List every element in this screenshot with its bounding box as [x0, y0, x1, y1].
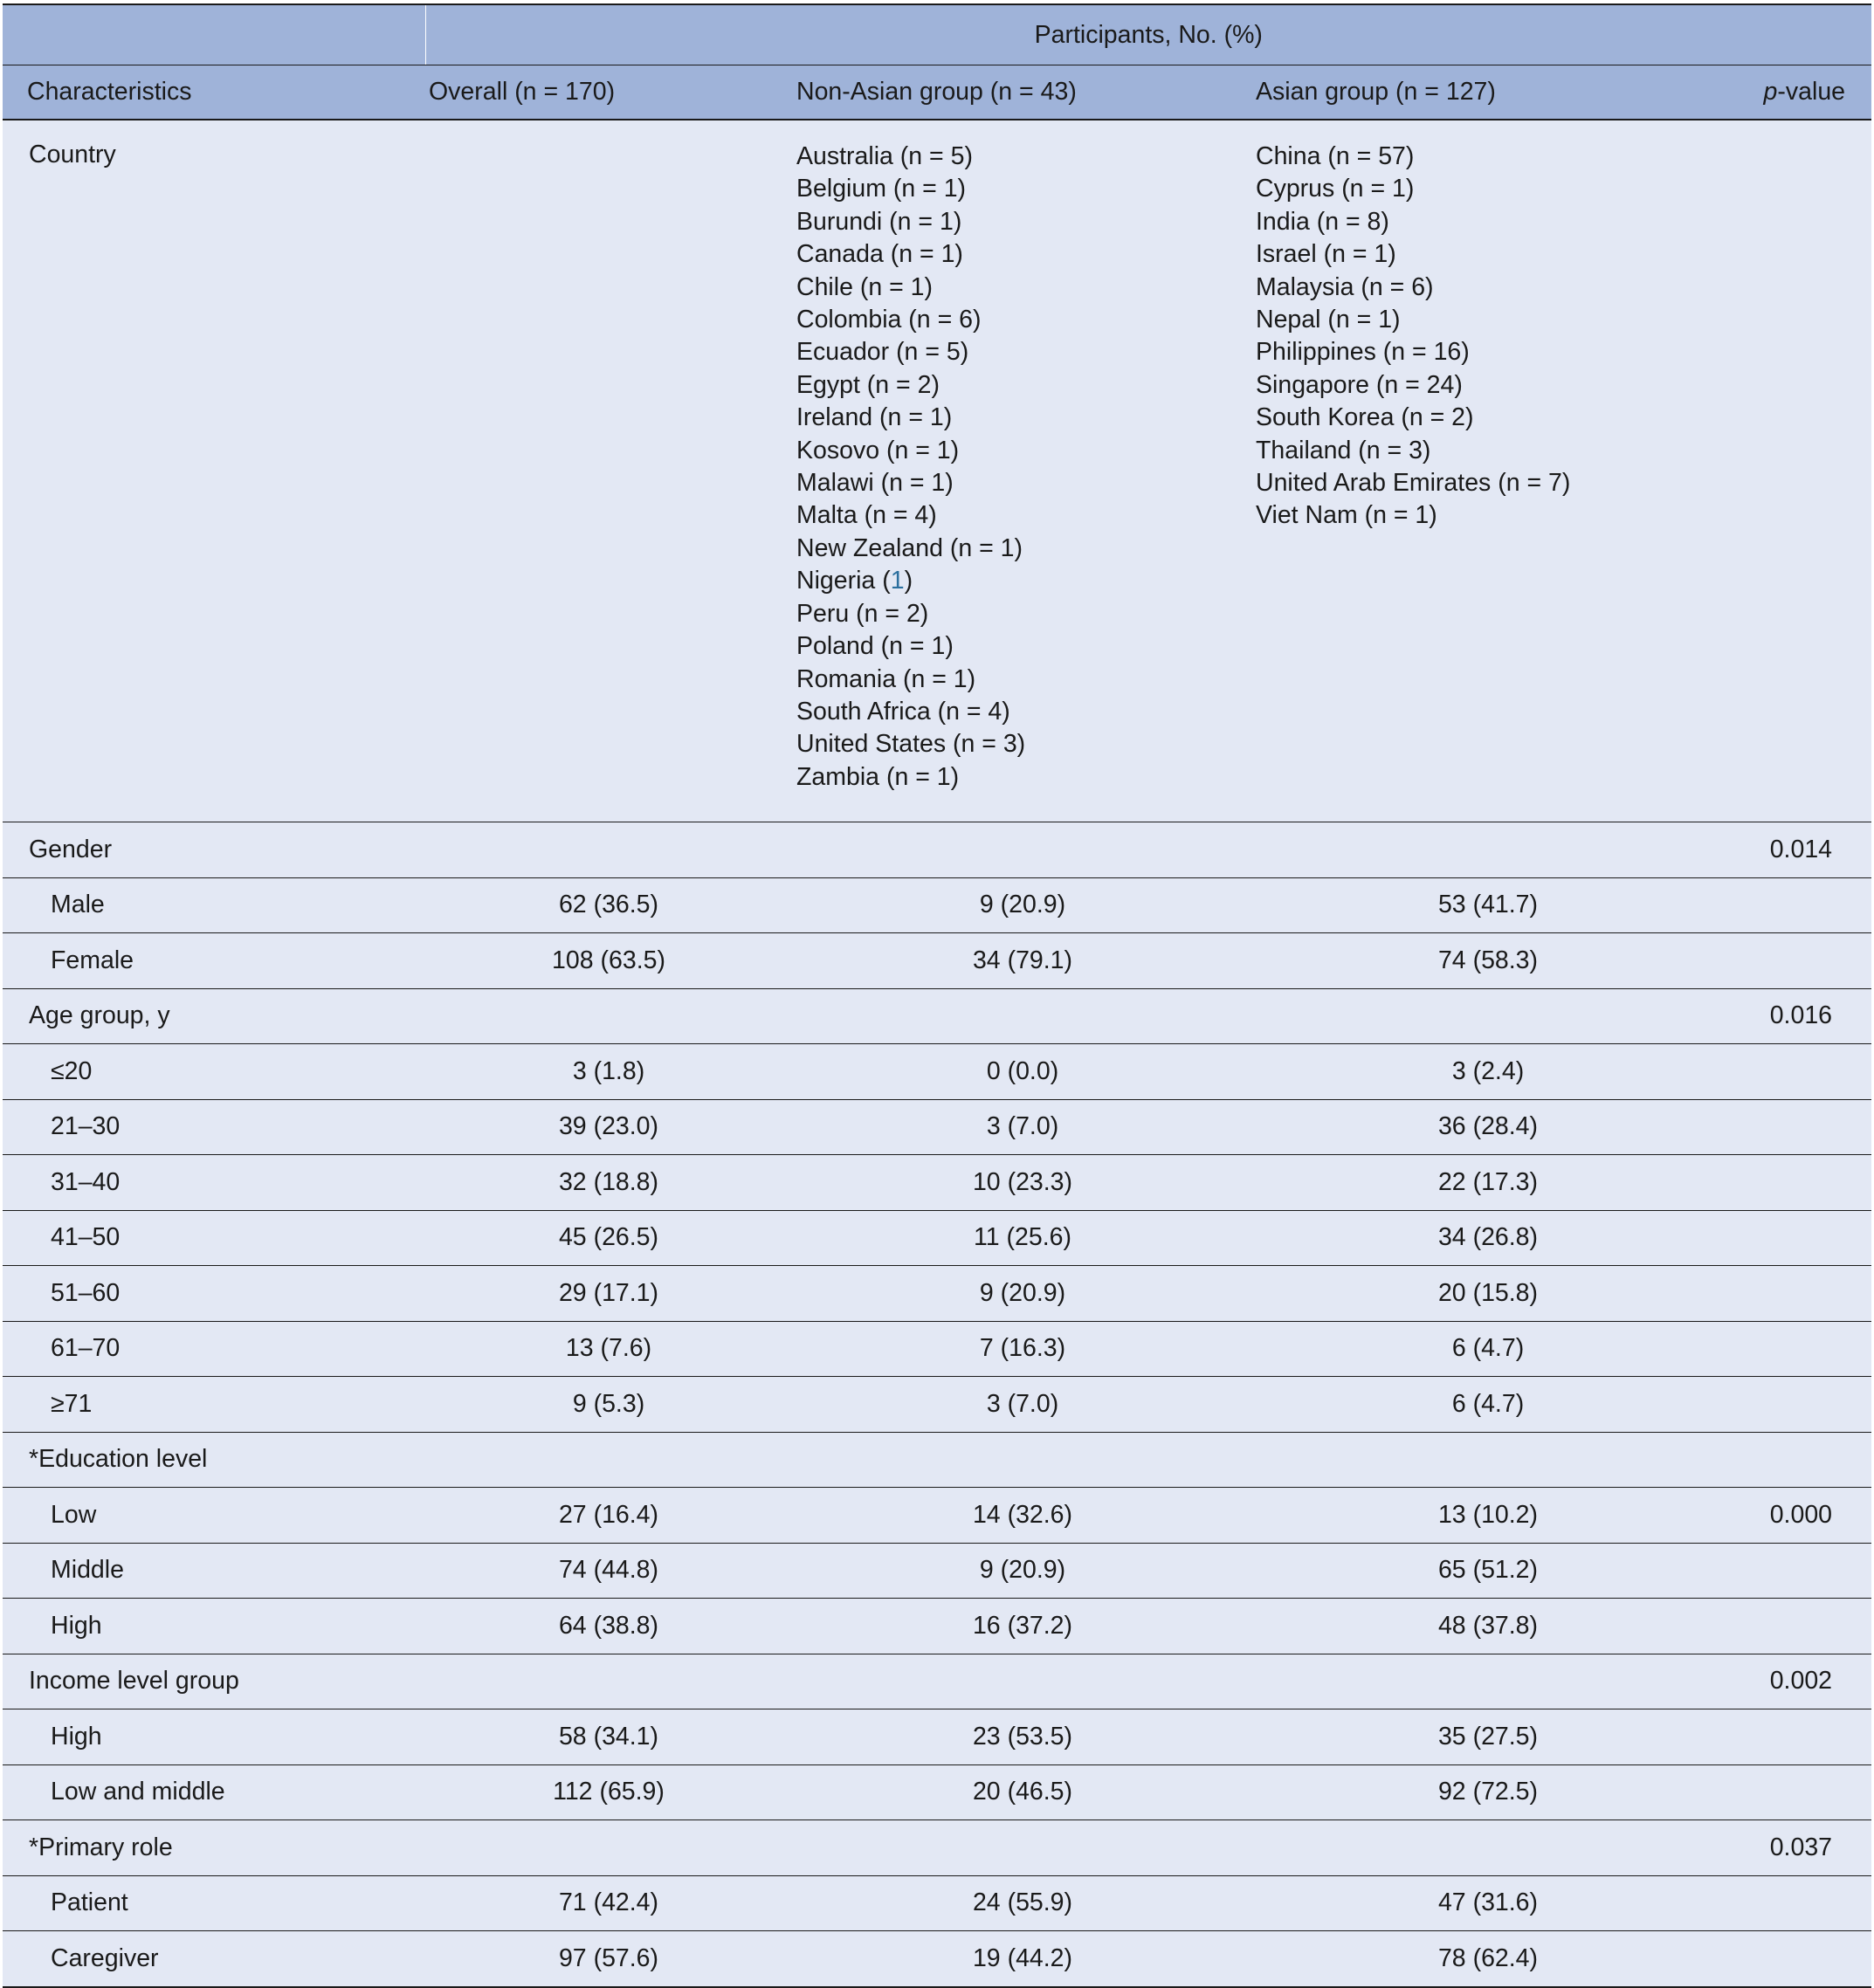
header-row-span — [3, 4, 1871, 65]
table-row — [3, 1377, 1871, 1433]
cell-pvalue — [1723, 1044, 1871, 1100]
row-label: 31–40 — [3, 1155, 425, 1211]
group-row — [3, 1654, 1871, 1709]
table-row — [3, 1875, 1871, 1931]
cell-asian: 3 (2.4) — [1253, 1044, 1723, 1100]
cell-pvalue — [1723, 1931, 1871, 1987]
row-label: Age group, y — [3, 988, 425, 1044]
non-asian-country-list — [792, 120, 1253, 794]
cell-pvalue: 0.000 — [1723, 1488, 1871, 1544]
non-asian-country-item — [796, 565, 1253, 597]
cell-non-asian: 24 (55.9) — [792, 1875, 1253, 1931]
table-row — [3, 1764, 1871, 1820]
cell-pvalue — [1723, 1266, 1871, 1322]
cell-asian — [1253, 1432, 1723, 1488]
cell-non-asian: 0 (0.0) — [792, 1044, 1253, 1100]
cell-overall: 108 (63.5) — [425, 933, 792, 989]
row-label: ≤20 — [3, 1044, 425, 1100]
group-row — [3, 1432, 1871, 1488]
non-asian-country-item: Australia (n = 5) — [796, 142, 973, 170]
table-row — [3, 877, 1871, 933]
cell-asian: 36 (28.4) — [1253, 1099, 1723, 1155]
cell-asian: 6 (4.7) — [1253, 1321, 1723, 1377]
cell-non-asian: 19 (44.2) — [792, 1931, 1253, 1987]
non-asian-country-item: Burundi (n = 1) — [796, 207, 962, 236]
header-empty-cell — [3, 4, 425, 65]
row-label: *Education level — [3, 1432, 425, 1488]
non-asian-country-item: Malawi (n = 1) — [796, 469, 954, 498]
cell-non-asian: 20 (46.5) — [792, 1764, 1253, 1820]
country-label: Country — [3, 120, 425, 822]
cell-pvalue: 0.016 — [1723, 988, 1871, 1044]
non-asian-country-item: Ecuador (n = 5) — [796, 338, 969, 367]
cell-overall: 27 (16.4) — [425, 1488, 792, 1544]
table-header — [3, 4, 1871, 120]
cell-asian: 35 (27.5) — [1253, 1709, 1723, 1765]
cell-asian — [1253, 822, 1723, 878]
cell-pvalue — [1723, 1210, 1871, 1266]
row-label: 51–60 — [3, 1266, 425, 1322]
table-row — [3, 1543, 1871, 1599]
non-asian-country-item: United States (n = 3) — [796, 730, 1026, 759]
cell-asian: 47 (31.6) — [1253, 1875, 1723, 1931]
row-label: ≥71 — [3, 1377, 425, 1433]
cell-pvalue — [1723, 1875, 1871, 1931]
cell-asian: 78 (62.4) — [1253, 1931, 1723, 1987]
country-row — [3, 120, 1871, 822]
row-label: Patient — [3, 1875, 425, 1931]
row-label: Male — [3, 877, 425, 933]
cell-non-asian — [792, 988, 1253, 1044]
asian-country-item: Thailand (n = 3) — [1256, 436, 1431, 464]
country-non-asian-cell — [792, 120, 1253, 822]
row-label: Low — [3, 1488, 425, 1544]
table-body — [3, 120, 1871, 1987]
cell-pvalue: 0.014 — [1723, 822, 1871, 878]
row-label: Female — [3, 933, 425, 989]
row-label: Income level group — [3, 1654, 425, 1709]
cell-overall: 112 (65.9) — [425, 1764, 792, 1820]
country-item-text: ) — [904, 567, 913, 595]
table-row — [3, 1709, 1871, 1765]
cell-non-asian — [792, 822, 1253, 878]
cell-asian: 92 (72.5) — [1253, 1764, 1723, 1820]
cell-non-asian: 3 (7.0) — [792, 1377, 1253, 1433]
col-header-characteristics: Characteristics — [3, 65, 425, 120]
cell-pvalue — [1723, 1099, 1871, 1155]
country-item-text: Nigeria ( — [796, 567, 891, 595]
row-label: Low and middle — [3, 1764, 425, 1820]
cell-overall: 97 (57.6) — [425, 1931, 792, 1987]
asian-country-item: Nepal (n = 1) — [1256, 306, 1401, 334]
asian-country-item: Philippines (n = 16) — [1256, 338, 1470, 367]
cell-overall: 45 (26.5) — [425, 1210, 792, 1266]
cell-non-asian: 10 (23.3) — [792, 1155, 1253, 1211]
pvalue-p: p — [1763, 78, 1778, 106]
cell-overall — [425, 822, 792, 878]
group-row — [3, 1820, 1871, 1876]
cell-non-asian: 16 (37.2) — [792, 1599, 1253, 1654]
cell-overall: 3 (1.8) — [425, 1044, 792, 1100]
cell-asian — [1253, 1820, 1723, 1876]
cell-asian: 48 (37.8) — [1253, 1599, 1723, 1654]
table-row — [3, 1931, 1871, 1987]
table-row — [3, 1099, 1871, 1155]
cell-overall — [425, 1432, 792, 1488]
asian-country-item: United Arab Emirates (n = 7) — [1256, 469, 1571, 498]
col-header-pvalue — [1723, 65, 1871, 120]
table-row — [3, 1155, 1871, 1211]
row-label: Caregiver — [3, 1931, 425, 1987]
non-asian-country-item: New Zealand (n = 1) — [796, 533, 1023, 562]
cell-pvalue: 0.002 — [1723, 1654, 1871, 1709]
country-pvalue-cell — [1723, 120, 1871, 822]
cell-overall: 62 (36.5) — [425, 877, 792, 933]
cell-non-asian: 3 (7.0) — [792, 1099, 1253, 1155]
cell-non-asian: 14 (32.6) — [792, 1488, 1253, 1544]
asian-country-item: Israel (n = 1) — [1256, 240, 1396, 269]
cell-pvalue: 0.037 — [1723, 1820, 1871, 1876]
cell-pvalue — [1723, 1709, 1871, 1765]
table-row — [3, 1599, 1871, 1654]
cell-asian: 65 (51.2) — [1253, 1543, 1723, 1599]
cell-non-asian — [792, 1432, 1253, 1488]
non-asian-country-item: Canada (n = 1) — [796, 240, 963, 269]
asian-country-item: South Korea (n = 2) — [1256, 403, 1474, 432]
cell-non-asian — [792, 1820, 1253, 1876]
cell-pvalue — [1723, 1155, 1871, 1211]
non-asian-country-item: Ireland (n = 1) — [796, 403, 953, 432]
non-asian-country-item: Romania (n = 1) — [796, 664, 976, 693]
cell-non-asian — [792, 1654, 1253, 1709]
table-row — [3, 933, 1871, 989]
row-label: Middle — [3, 1543, 425, 1599]
cell-overall: 58 (34.1) — [425, 1709, 792, 1765]
table-row — [3, 1321, 1871, 1377]
group-row — [3, 822, 1871, 878]
cell-non-asian: 34 (79.1) — [792, 933, 1253, 989]
asian-country-list — [1253, 120, 1723, 533]
cell-overall: 74 (44.8) — [425, 1543, 792, 1599]
cell-non-asian: 9 (20.9) — [792, 1543, 1253, 1599]
cell-non-asian: 23 (53.5) — [792, 1709, 1253, 1765]
non-asian-country-item: Zambia (n = 1) — [796, 762, 960, 791]
cell-asian: 6 (4.7) — [1253, 1377, 1723, 1433]
row-label: Gender — [3, 822, 425, 878]
non-asian-country-item: Peru (n = 2) — [796, 599, 929, 628]
cell-overall — [425, 1820, 792, 1876]
non-asian-country-item: Belgium (n = 1) — [796, 175, 967, 203]
cell-pvalue — [1723, 877, 1871, 933]
header-row-columns — [3, 65, 1871, 120]
cell-overall: 39 (23.0) — [425, 1099, 792, 1155]
participants-span-header: Participants, No. (%) — [425, 4, 1871, 65]
cell-pvalue — [1723, 1432, 1871, 1488]
cell-non-asian: 9 (20.9) — [792, 1266, 1253, 1322]
cell-pvalue — [1723, 1321, 1871, 1377]
non-asian-country-item: Kosovo (n = 1) — [796, 436, 960, 464]
cell-asian: 74 (58.3) — [1253, 933, 1723, 989]
row-label: *Primary role — [3, 1820, 425, 1876]
asian-country-item: Viet Nam (n = 1) — [1256, 501, 1437, 530]
non-asian-country-item: Poland (n = 1) — [796, 632, 954, 661]
asian-country-item: Cyprus (n = 1) — [1256, 175, 1415, 203]
cell-overall: 9 (5.3) — [425, 1377, 792, 1433]
asian-country-item: Malaysia (n = 6) — [1256, 272, 1434, 301]
cell-asian: 22 (17.3) — [1253, 1155, 1723, 1211]
cell-asian: 20 (15.8) — [1253, 1266, 1723, 1322]
col-header-overall: Overall (n = 170) — [425, 65, 792, 120]
asian-country-item: India (n = 8) — [1256, 207, 1389, 236]
non-asian-country-item: Egypt (n = 2) — [796, 370, 940, 399]
country-overall-cell — [425, 120, 792, 822]
row-label: 21–30 — [3, 1099, 425, 1155]
non-asian-country-item: Chile (n = 1) — [796, 272, 934, 301]
cell-pvalue — [1723, 1764, 1871, 1820]
non-asian-country-item: South Africa (n = 4) — [796, 697, 1010, 726]
country-asian-cell — [1253, 120, 1723, 822]
cell-overall: 32 (18.8) — [425, 1155, 792, 1211]
cell-asian — [1253, 988, 1723, 1044]
cell-asian: 34 (26.8) — [1253, 1210, 1723, 1266]
group-row — [3, 988, 1871, 1044]
table-row — [3, 1210, 1871, 1266]
cell-asian: 13 (10.2) — [1253, 1488, 1723, 1544]
row-label: 41–50 — [3, 1210, 425, 1266]
cell-pvalue — [1723, 1377, 1871, 1433]
cell-overall: 29 (17.1) — [425, 1266, 792, 1322]
cell-pvalue — [1723, 1599, 1871, 1654]
pvalue-suffix: -value — [1777, 78, 1846, 106]
cell-non-asian: 9 (20.9) — [792, 877, 1253, 933]
cell-overall: 13 (7.6) — [425, 1321, 792, 1377]
reference-link[interactable]: 1 — [890, 567, 905, 595]
cell-overall: 71 (42.4) — [425, 1875, 792, 1931]
cell-overall: 64 (38.8) — [425, 1599, 792, 1654]
asian-country-item: China (n = 57) — [1256, 142, 1415, 170]
row-label: High — [3, 1709, 425, 1765]
asian-country-item: Singapore (n = 24) — [1256, 370, 1463, 399]
non-asian-country-item: Colombia (n = 6) — [796, 306, 982, 334]
cell-overall — [425, 988, 792, 1044]
non-asian-country-item: Malta (n = 4) — [796, 501, 937, 530]
col-header-non-asian: Non-Asian group (n = 43) — [792, 65, 1253, 120]
cell-asian: 53 (41.7) — [1253, 877, 1723, 933]
cell-pvalue — [1723, 1543, 1871, 1599]
cell-overall — [425, 1654, 792, 1709]
cell-pvalue — [1723, 933, 1871, 989]
cell-non-asian: 11 (25.6) — [792, 1210, 1253, 1266]
cell-non-asian: 7 (16.3) — [792, 1321, 1253, 1377]
col-header-asian: Asian group (n = 127) — [1253, 65, 1723, 120]
row-label: 61–70 — [3, 1321, 425, 1377]
table-row — [3, 1266, 1871, 1322]
table-row — [3, 1044, 1871, 1100]
row-label: High — [3, 1599, 425, 1654]
table-row — [3, 1488, 1871, 1544]
participants-table — [3, 3, 1871, 1988]
cell-asian — [1253, 1654, 1723, 1709]
